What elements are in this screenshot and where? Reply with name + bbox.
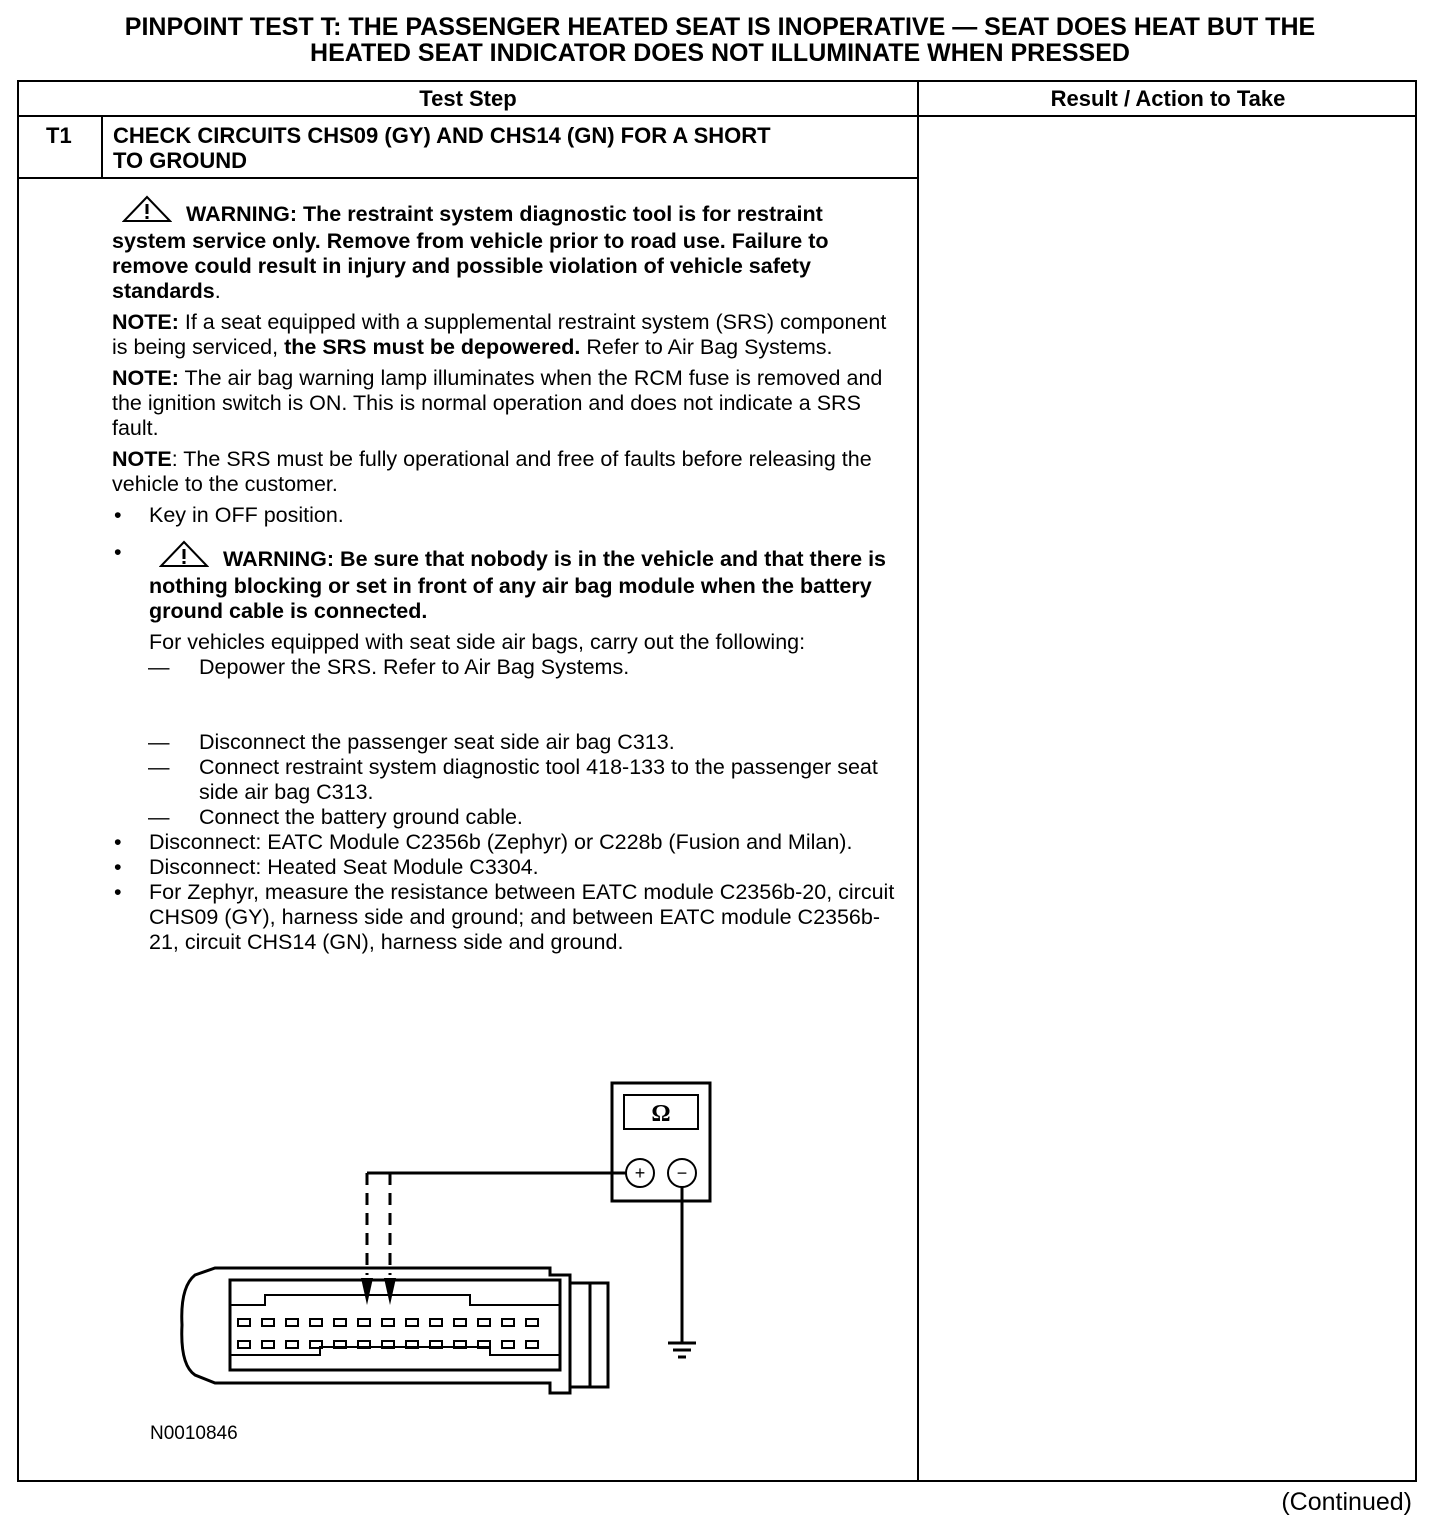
connector-c2356b: [182, 1268, 608, 1393]
pin-cavity: [454, 1319, 466, 1326]
dash-3: Connect restraint system diagnostic tool 418-133 to the passenger seat side air bag C313.: [199, 755, 878, 804]
title-line-1: PINPOINT TEST T: THE PASSENGER HEATED SEAT IS INOPERATIVE — SEAT DOES HEAT BUT THE: [124, 13, 1316, 41]
pin-cavity: [286, 1319, 298, 1326]
list-item: [112, 730, 902, 755]
pin-cavity: [526, 1341, 538, 1348]
dash-1: Depower the SRS. Refer to Air Bag Systems.: [199, 655, 630, 679]
note-2-text: The air bag warning lamp illuminates when the RCM fuse is removed and the ignition switch is ON. This is normal operation and does not indicate a SRS fault.: [112, 366, 883, 440]
dash-mark: —: [148, 730, 170, 754]
step-id: T1: [46, 123, 72, 148]
col-header-test-step: Test Step: [419, 86, 517, 111]
bullet-mark: •: [114, 880, 122, 904]
bullet-mark: •: [114, 540, 122, 564]
note-1: [112, 310, 902, 360]
note-1-b: the SRS must be depowered.: [284, 335, 581, 359]
list-item: [112, 503, 902, 528]
column-divider: [917, 82, 919, 1482]
continued-label: (Continued): [1281, 1488, 1412, 1516]
minus-label: −: [676, 1163, 688, 1183]
list-item: [112, 540, 902, 624]
seat-side-instruction: For vehicles equipped with seat side air bags, carry out the following:: [149, 630, 806, 654]
pin-cavity: [430, 1319, 442, 1326]
plus-label: +: [634, 1163, 646, 1183]
warning-icon: [122, 195, 172, 229]
dash-mark: —: [148, 805, 170, 829]
note-1-label: NOTE:: [112, 310, 179, 334]
probe-tip-2: [384, 1278, 396, 1305]
bullet-2: Disconnect: EATC Module C2356b (Zephyr) or C228b (Fusion and Milan).: [149, 830, 853, 854]
resistance-test-diagram: [170, 1075, 730, 1410]
page-title: [0, 14, 1440, 66]
step-id-divider: [101, 117, 103, 179]
pin-cavity: [526, 1319, 538, 1326]
pin-cavity: [238, 1341, 250, 1348]
step-name: [113, 123, 913, 173]
diagram-svg: [170, 1075, 730, 1405]
pin-cavity: [478, 1319, 490, 1326]
step-name-line-1: CHECK CIRCUITS CHS09 (GY) AND CHS14 (GN) FOR A SHORT: [113, 123, 771, 148]
dash-2: Disconnect the passenger seat side air bag C313.: [199, 730, 675, 754]
note-2-label: NOTE:: [112, 366, 179, 390]
step-name-divider: [19, 177, 919, 179]
ohm-symbol: Ω: [651, 1101, 671, 1127]
pin-cavity: [334, 1319, 346, 1326]
pin-cavity: [406, 1319, 418, 1326]
pin-cavity: [310, 1319, 322, 1326]
note-3: [112, 447, 902, 497]
warning-2-text: WARNING: Be sure that nobody is in the vehicle and that there is nothing blocking or set in front of any air bag module when the battery ground cable is connected.: [149, 547, 887, 623]
title-line-2: HEATED SEAT INDICATOR DOES NOT ILLUMINATE WHEN PRESSED: [310, 39, 1130, 67]
pin-cavity: [502, 1319, 514, 1326]
dash-4: Connect the battery ground cable.: [199, 805, 523, 829]
list-item: [112, 755, 902, 805]
note-3-label: NOTE: [112, 447, 172, 471]
pin-cavity: [238, 1319, 250, 1326]
connector-pins: [238, 1319, 538, 1348]
note-1-c: Refer to Air Bag Systems.: [580, 335, 833, 359]
pin-cavity: [358, 1319, 370, 1326]
header-divider: [19, 115, 1417, 117]
bullet-4: For Zephyr, measure the resistance between EATC module C2356b-20, circuit CHS09 (GY), harness side and ground; and between EATC module C2356b-21, circuit CHS14 (GN), harness side and ground.: [149, 880, 895, 954]
list-item: [112, 830, 902, 855]
list-item: [112, 805, 902, 830]
figure-id: N0010846: [150, 1423, 238, 1444]
warning-restraint-tool: [112, 195, 902, 304]
note-1-a: If a seat equipped with a supplemental restraint system (SRS) component is being serviced,: [112, 310, 887, 359]
test-step-body: [112, 195, 902, 955]
pin-cavity: [502, 1341, 514, 1348]
pin-cavity: [286, 1341, 298, 1348]
warning-icon: [159, 540, 209, 574]
pin-cavity: [262, 1319, 274, 1326]
note-2: [112, 366, 902, 441]
bullet-mark: •: [114, 503, 122, 527]
col-header-result: Result / Action to Take: [1050, 86, 1286, 111]
list-item: [112, 855, 902, 880]
warning-1-text: WARNING: The restraint system diagnostic tool is for restraint system service only. Remove from vehicle prior to road use. Failure to remove could result in injury and possible violation of vehicle safety standards: [112, 202, 829, 303]
probe-tip-1: [361, 1278, 373, 1305]
step-name-line-2: TO GROUND: [113, 148, 248, 173]
dash-mark: —: [148, 655, 170, 679]
warning-1-end: .: [214, 279, 221, 303]
list-item: [112, 655, 902, 680]
pin-cavity: [382, 1319, 394, 1326]
pin-cavity: [262, 1341, 274, 1348]
bullet-mark: •: [114, 855, 122, 879]
bullet-mark: •: [114, 830, 122, 854]
note-3-text: : The SRS must be fully operational and free of faults before releasing the vehicle to the customer.: [112, 447, 872, 496]
bullet-3: Disconnect: Heated Seat Module C3304.: [149, 855, 539, 879]
dash-mark: —: [148, 755, 170, 779]
list-item: [112, 880, 902, 955]
bullet-1: Key in OFF position.: [149, 503, 344, 527]
